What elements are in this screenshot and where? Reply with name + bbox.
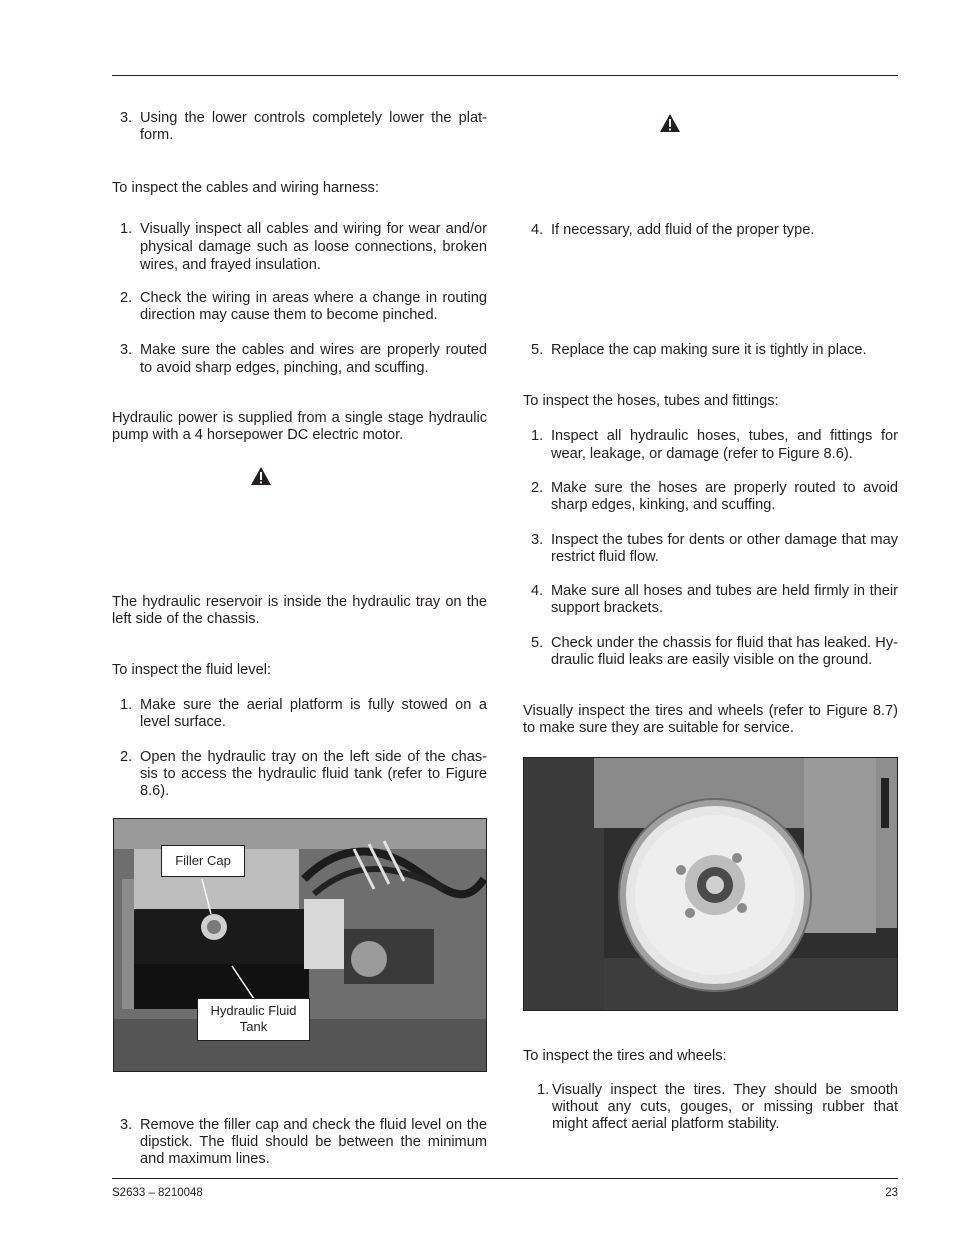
hydraulic-fluid-tank-callout (197, 998, 310, 1041)
list-item: 3. Using the lower controls completely lower the plat-form. (120, 110, 487, 143)
list-item: 2. Open the hydraulic tray on the left side of the chas-sis to access the hydraulic fluid tank (refer to Figure 8.6). (120, 749, 487, 799)
page-number: 23 (885, 1187, 898, 1199)
list-item: 1. Make sure the aerial platform is fully stowed on a level surface. (120, 697, 487, 730)
callout-line: Hydraulic Fluid (210, 1003, 297, 1018)
list-item: 1. Inspect all hydraulic hoses, tubes, and fittings for wear, leakage, or damage (refer to Figure 8.6). (531, 428, 898, 462)
list-item: 1. Visually inspect all cables and wiring for wear and/or physical damage such as loose connections, broken wires, and frayed insulation. (120, 221, 487, 273)
hoses-intro: To inspect the hoses, tubes and fittings: (523, 393, 779, 409)
list-item: 2. Make sure the hoses are properly routed to avoid sharp edges, kinking, and scuffing. (531, 480, 898, 513)
list-item: 3. Inspect the tubes for dents or other damage that may restrict fluid flow. (531, 532, 898, 565)
list-item: 5. Check under the chassis for fluid that has leaked. Hy-draulic fluid leaks are easily visible on the ground. (531, 635, 898, 668)
hydraulic-power-text: Hydraulic power is supplied from a single stage hydraulic pump with a 4 horsepower DC electric motor. (112, 410, 487, 443)
list-item: 5. Replace the cap making sure it is tightly in place. (531, 342, 867, 358)
callout-line: Tank (239, 1019, 268, 1034)
cables-intro: To inspect the cables and wiring harness: (112, 180, 379, 196)
fluid-intro: To inspect the fluid level: (112, 662, 271, 678)
footer-rule (112, 1178, 898, 1179)
footer-doc-id: S2633 – 8210048 (112, 1187, 203, 1199)
wheel-photo (523, 757, 898, 1011)
filler-cap-callout: Filler Cap (161, 845, 245, 877)
tires-visual-text: Visually inspect the tires and wheels (refer to Figure 8.7) to make sure they are suitable for service. (523, 703, 898, 736)
list-item: 1. Visually inspect the tires. They should be smooth without any cuts, gouges, or missing rubber that might affect aerial platform stability. (537, 1082, 898, 1132)
list-item: 3. Remove the filler cap and check the fluid level on the dipstick. The fluid should be between the minimum and maximum lines. (120, 1117, 487, 1167)
tires-intro: To inspect the tires and wheels: (523, 1048, 727, 1064)
reservoir-text: The hydraulic reservoir is inside the hydraulic tray on the left side of the chassis. (112, 594, 487, 627)
list-item: 3. Make sure the cables and wires are properly routed to avoid sharp edges, pinching, and scuffing. (120, 342, 487, 376)
list-item: 2. Check the wiring in areas where a change in routing direction may cause them to become pinched. (120, 290, 487, 323)
list-item: 4. Make sure all hoses and tubes are held firmly in their support brackets. (531, 583, 898, 616)
header-rule (112, 75, 898, 76)
list-item: 4. If necessary, add fluid of the proper type. (531, 222, 815, 238)
